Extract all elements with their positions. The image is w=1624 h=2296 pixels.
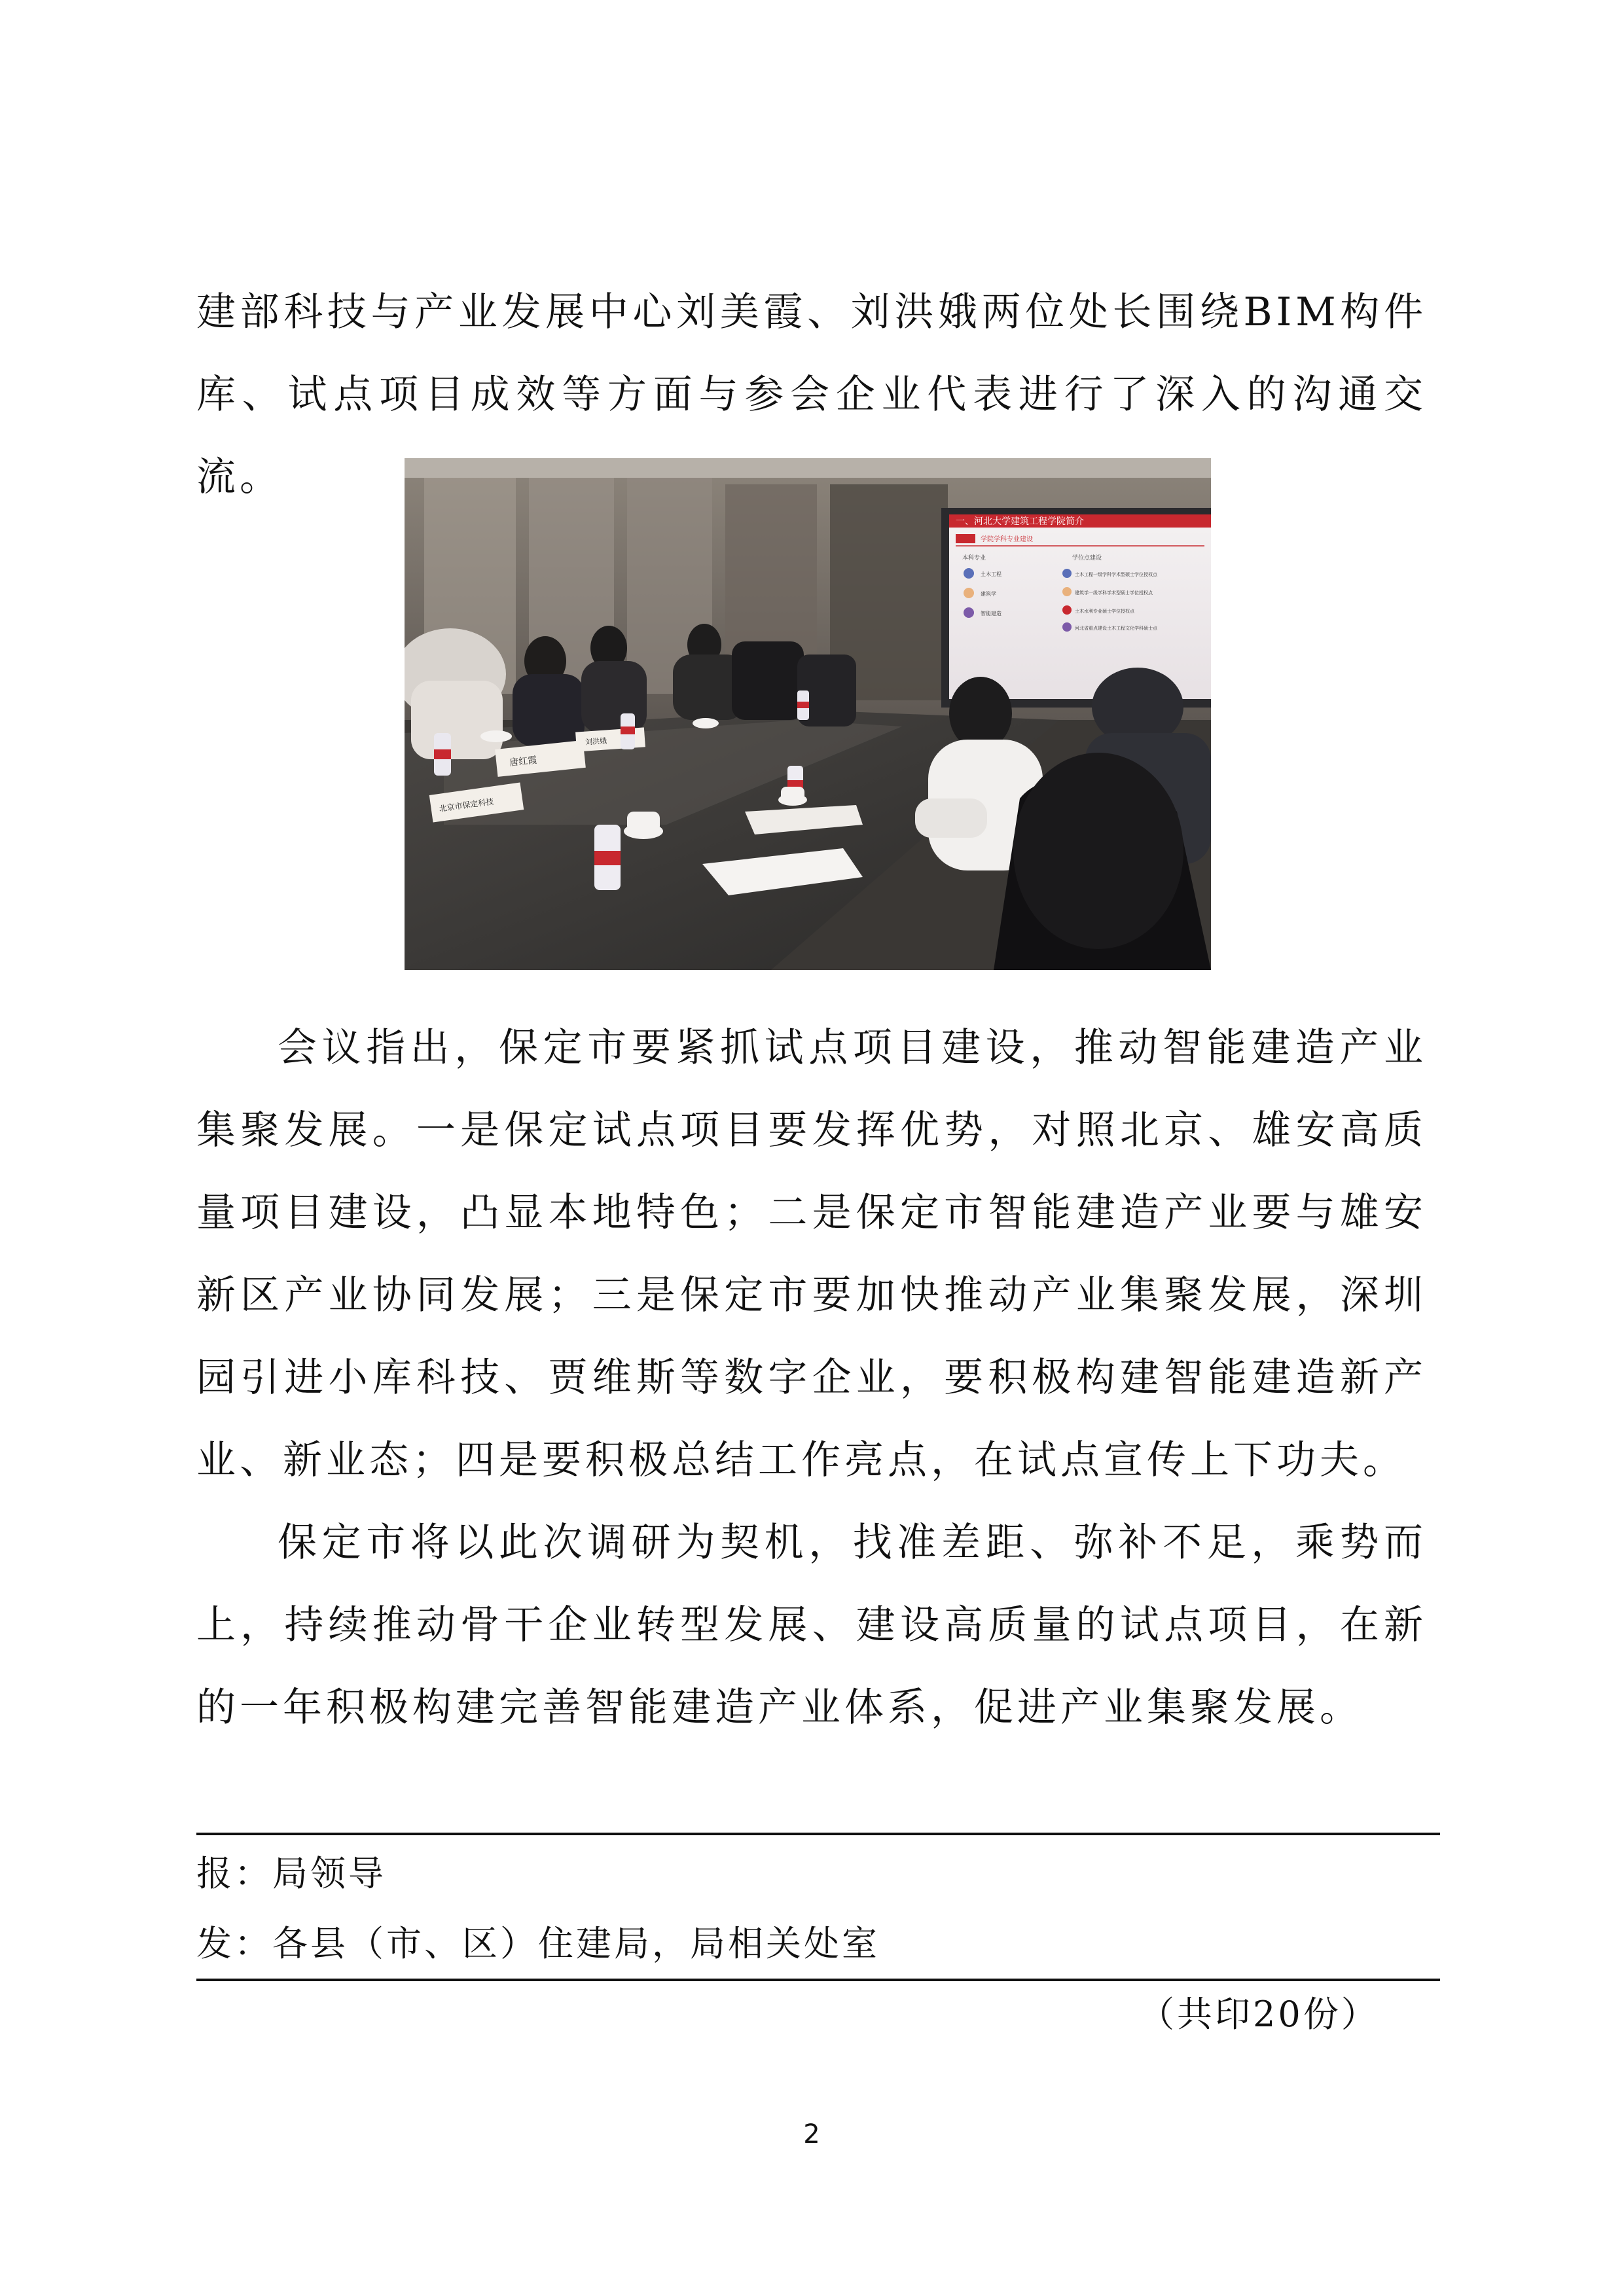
screen-title: 一、河北大学建筑工程学院简介	[956, 516, 1084, 527]
screen-left-header: 本科专业	[962, 555, 986, 562]
screen-right-item-2: 建筑学一级学科学术型硕士学位授权点	[1075, 590, 1153, 596]
distribution-top-rule	[196, 1833, 1440, 1835]
page-number: 2	[803, 2119, 820, 2149]
print-count: （共印20份）	[1139, 1994, 1379, 2035]
meeting-points-paragraph: 会议指出，保定市要紧抓试点项目建设，推动智能建造产业集聚发展。一是保定试点项目要发挥优势，对照北京、雄安高质量项目建设，凸显本地特色；二是保定市智能建造产业要与雄安新区产业协同发展；三是保定市要加快推动产业集聚发展，深圳园引进小库科技、贾维斯等数字企业，要积极构建智能建造新产业、新业态；四是要积极总结工作亮点，在试点宣传上下功夫。	[196, 1025, 1427, 1483]
screen-right-header: 学位点建设	[1072, 555, 1102, 562]
screen-left-item-1: 土木工程	[981, 571, 1001, 577]
distribution-bottom-rule	[196, 1979, 1440, 1981]
name-card-3: 北京市保定科技	[438, 797, 495, 814]
screen-right-item-3: 土木水利专业硕士学位授权点	[1075, 609, 1134, 614]
distribute-to-line: 发：各县（市、区）住建局，局相关处室	[196, 1923, 880, 1964]
report-to-line: 报：局领导	[196, 1853, 386, 1894]
screen-left-item-3: 智能建造	[981, 611, 1001, 617]
screen-right-item-1: 土木工程一级学科学术型硕士学位授权点	[1075, 572, 1157, 577]
intro-paragraph: 建部科技与产业发展中心刘美霞、刘洪娥两位处长围绕BIM构件库、试点项目成效等方面与参会企业代表进行了深入的沟通交流。	[196, 289, 1427, 500]
screen-tab: 学院学科专业建设	[981, 536, 1033, 543]
name-card-2: 刘洪娥	[585, 736, 607, 747]
screen-left-item-2: 建筑学	[981, 591, 996, 597]
closing-paragraph: 保定市将以此次调研为契机，找准差距、弥补不足，乘势而上，持续推动骨干企业转型发展、建设高质量的试点项目，在新的一年积极构建完善智能建造产业体系，促进产业集聚发展。	[196, 1520, 1427, 1731]
name-card-1: 唐红霞	[509, 755, 538, 768]
meeting-photo	[405, 458, 1211, 970]
screen-right-item-4: 河北省重点建设土木工程文化学科硕士点	[1075, 626, 1157, 631]
